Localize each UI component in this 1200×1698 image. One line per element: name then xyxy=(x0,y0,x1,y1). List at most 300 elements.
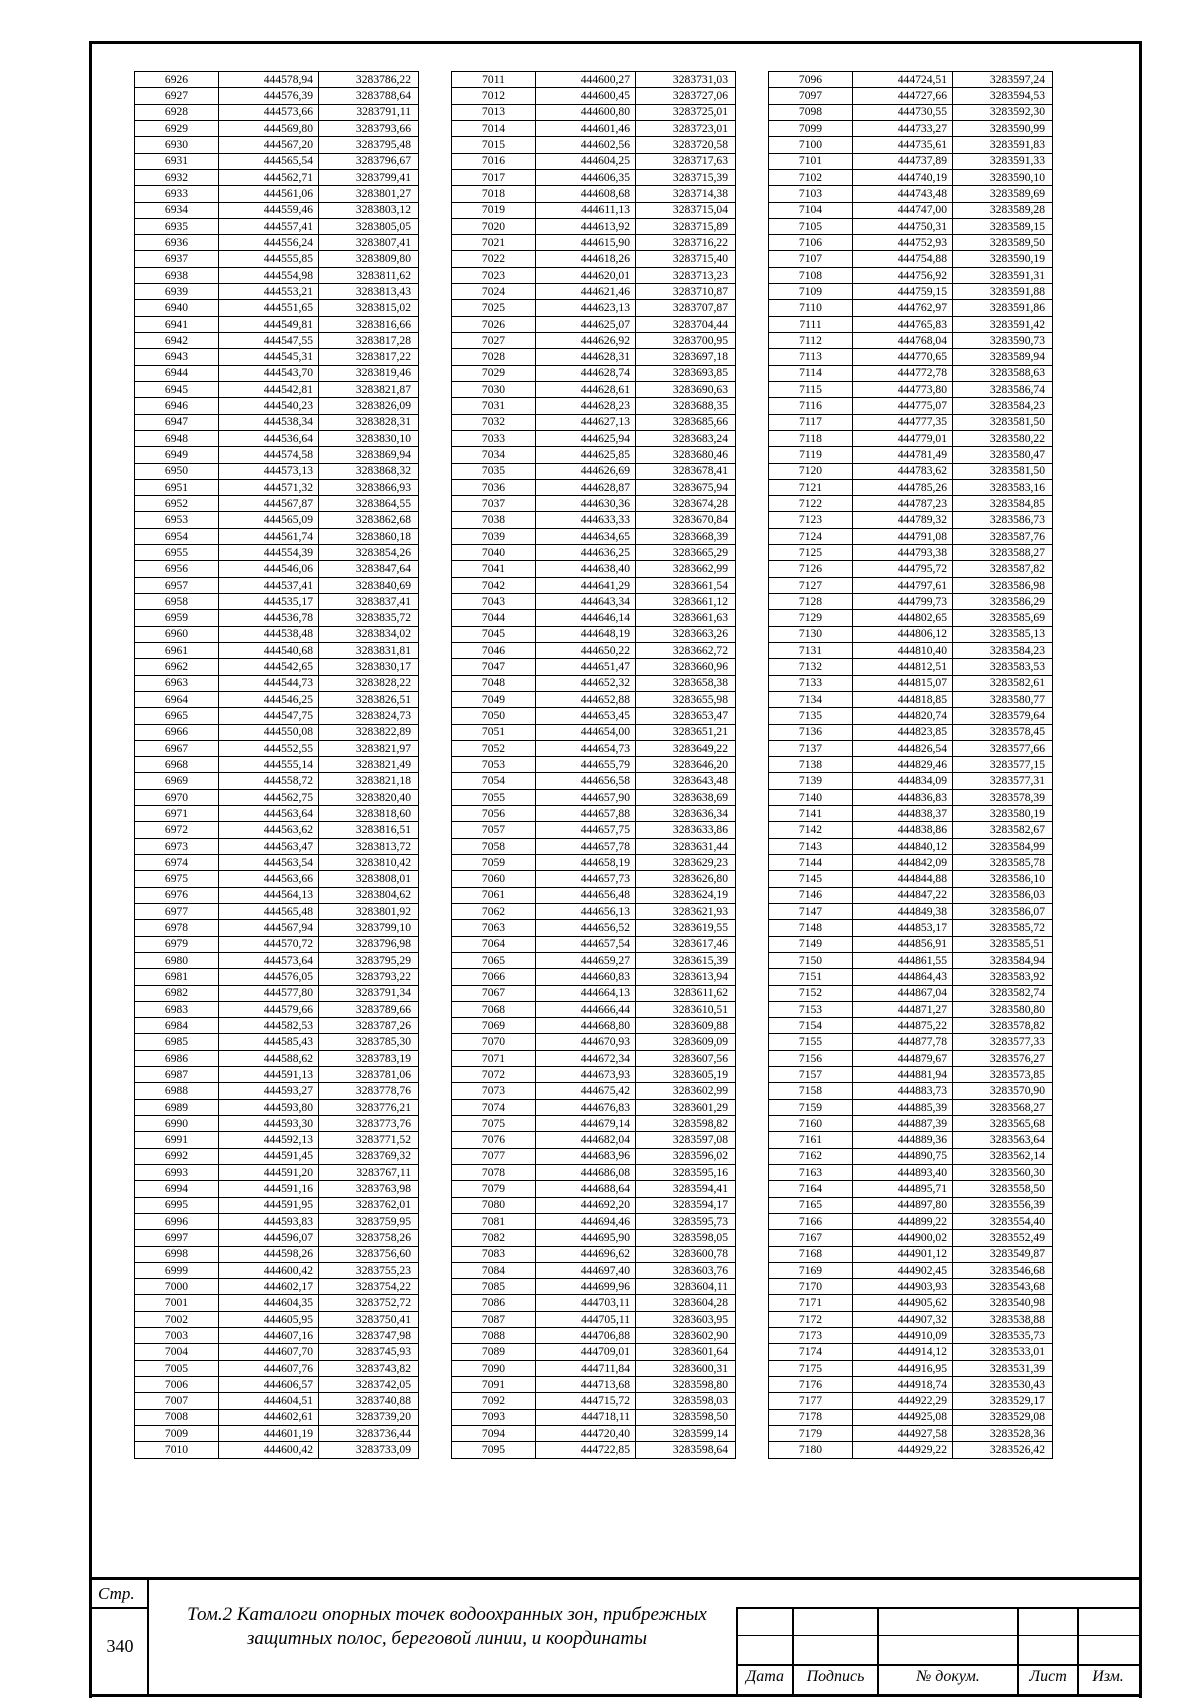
x-coordinate: 444847,22 xyxy=(853,887,953,903)
x-coordinate: 444545,31 xyxy=(219,349,319,365)
table-row xyxy=(452,414,736,430)
y-coordinate: 3283600,78 xyxy=(636,1246,736,1262)
point-number: 7074 xyxy=(452,1099,536,1115)
point-number: 6939 xyxy=(135,284,219,300)
y-coordinate: 3283585,51 xyxy=(953,936,1053,952)
y-coordinate: 3283674,28 xyxy=(636,496,736,512)
table-row xyxy=(769,675,1053,691)
point-number: 7099 xyxy=(769,120,853,136)
point-number: 7004 xyxy=(135,1344,219,1360)
point-number: 7078 xyxy=(452,1164,536,1180)
x-coordinate: 444591,45 xyxy=(219,1148,319,1164)
x-coordinate: 444783,62 xyxy=(853,463,953,479)
y-coordinate: 3283586,10 xyxy=(953,871,1053,887)
point-number: 7175 xyxy=(769,1360,853,1376)
point-number: 7081 xyxy=(452,1213,536,1229)
x-coordinate: 444627,13 xyxy=(536,414,636,430)
x-coordinate: 444871,27 xyxy=(853,1001,953,1017)
y-coordinate: 3283799,41 xyxy=(319,169,419,185)
point-number: 7109 xyxy=(769,284,853,300)
point-number: 7047 xyxy=(452,659,536,675)
point-number: 7065 xyxy=(452,952,536,968)
document-title-line-1: Том.2 Каталоги опорных точек водоохранных зон, прибрежных xyxy=(187,1604,707,1625)
y-coordinate: 3283554,40 xyxy=(953,1213,1053,1229)
y-coordinate: 3283716,22 xyxy=(636,235,736,251)
document-title-line-2: защитных полос, береговой линии, и координаты xyxy=(246,1628,647,1649)
table-row xyxy=(135,1018,419,1034)
y-coordinate: 3283837,41 xyxy=(319,594,419,610)
point-number: 6949 xyxy=(135,447,219,463)
x-coordinate: 444600,45 xyxy=(536,88,636,104)
x-coordinate: 444795,72 xyxy=(853,561,953,577)
y-coordinate: 3283535,73 xyxy=(953,1328,1053,1344)
table-row xyxy=(769,577,1053,593)
y-coordinate: 3283577,31 xyxy=(953,773,1053,789)
table-row xyxy=(135,267,419,283)
y-coordinate: 3283588,27 xyxy=(953,545,1053,561)
table-row xyxy=(135,104,419,120)
point-number: 7035 xyxy=(452,463,536,479)
point-number: 7166 xyxy=(769,1213,853,1229)
y-coordinate: 3283700,95 xyxy=(636,333,736,349)
y-coordinate: 3283801,27 xyxy=(319,186,419,202)
point-number: 7116 xyxy=(769,398,853,414)
point-number: 7126 xyxy=(769,561,853,577)
sheet-column-label: Лист xyxy=(1029,1668,1067,1685)
point-number: 7129 xyxy=(769,610,853,626)
y-coordinate: 3283835,72 xyxy=(319,610,419,626)
point-number: 7127 xyxy=(769,577,853,593)
x-coordinate: 444785,26 xyxy=(853,479,953,495)
point-number: 7148 xyxy=(769,920,853,936)
y-coordinate: 3283598,50 xyxy=(636,1409,736,1425)
y-coordinate: 3283830,10 xyxy=(319,430,419,446)
table-row xyxy=(135,88,419,104)
x-coordinate: 444567,20 xyxy=(219,137,319,153)
x-coordinate: 444724,51 xyxy=(853,72,953,88)
coordinates-table-1 xyxy=(134,71,419,1459)
table-row xyxy=(452,1311,736,1327)
y-coordinate: 3283809,80 xyxy=(319,251,419,267)
x-coordinate: 444781,49 xyxy=(853,447,953,463)
point-number: 6993 xyxy=(135,1164,219,1180)
table-row xyxy=(769,936,1053,952)
table-row xyxy=(135,675,419,691)
y-coordinate: 3283605,19 xyxy=(636,1067,736,1083)
table-row xyxy=(135,235,419,251)
point-number: 7088 xyxy=(452,1328,536,1344)
y-coordinate: 3283715,39 xyxy=(636,169,736,185)
y-coordinate: 3283589,28 xyxy=(953,202,1053,218)
point-number: 6952 xyxy=(135,496,219,512)
point-number: 7018 xyxy=(452,186,536,202)
x-coordinate: 444536,78 xyxy=(219,610,319,626)
point-number: 7133 xyxy=(769,675,853,691)
y-coordinate: 3283573,85 xyxy=(953,1067,1053,1083)
table-row xyxy=(769,1018,1053,1034)
y-coordinate: 3283560,30 xyxy=(953,1164,1053,1180)
y-coordinate: 3283831,81 xyxy=(319,642,419,658)
point-number: 7023 xyxy=(452,267,536,283)
y-coordinate: 3283868,32 xyxy=(319,463,419,479)
point-number: 7071 xyxy=(452,1050,536,1066)
y-coordinate: 3283589,50 xyxy=(953,235,1053,251)
table-row xyxy=(135,1377,419,1393)
table-row xyxy=(769,1148,1053,1164)
point-number: 6937 xyxy=(135,251,219,267)
table-row xyxy=(135,789,419,805)
x-coordinate: 444910,09 xyxy=(853,1328,953,1344)
table-row xyxy=(769,594,1053,610)
x-coordinate: 444552,55 xyxy=(219,740,319,756)
table-row xyxy=(769,691,1053,707)
x-coordinate: 444600,27 xyxy=(536,72,636,88)
x-coordinate: 444591,95 xyxy=(219,1197,319,1213)
y-coordinate: 3283725,01 xyxy=(636,104,736,120)
x-coordinate: 444604,25 xyxy=(536,153,636,169)
x-coordinate: 444875,22 xyxy=(853,1018,953,1034)
point-number: 7042 xyxy=(452,577,536,593)
x-coordinate: 444675,42 xyxy=(536,1083,636,1099)
point-number: 7178 xyxy=(769,1409,853,1425)
y-coordinate: 3283795,29 xyxy=(319,952,419,968)
y-coordinate: 3283828,22 xyxy=(319,675,419,691)
y-coordinate: 3283589,94 xyxy=(953,349,1053,365)
table-row xyxy=(452,887,736,903)
point-number: 7142 xyxy=(769,822,853,838)
y-coordinate: 3283591,83 xyxy=(953,137,1053,153)
x-coordinate: 444591,13 xyxy=(219,1067,319,1083)
y-coordinate: 3283646,20 xyxy=(636,757,736,773)
y-coordinate: 3283793,22 xyxy=(319,969,419,985)
table-row xyxy=(452,104,736,120)
y-coordinate: 3283607,56 xyxy=(636,1050,736,1066)
y-coordinate: 3283781,06 xyxy=(319,1067,419,1083)
y-coordinate: 3283815,02 xyxy=(319,300,419,316)
y-coordinate: 3283762,01 xyxy=(319,1197,419,1213)
table-row xyxy=(135,202,419,218)
y-coordinate: 3283801,92 xyxy=(319,903,419,919)
point-number: 7007 xyxy=(135,1393,219,1409)
x-coordinate: 444626,92 xyxy=(536,333,636,349)
point-number: 7150 xyxy=(769,952,853,968)
y-coordinate: 3283752,72 xyxy=(319,1295,419,1311)
x-coordinate: 444540,68 xyxy=(219,642,319,658)
x-coordinate: 444563,64 xyxy=(219,806,319,822)
table-row xyxy=(769,1295,1053,1311)
x-coordinate: 444569,80 xyxy=(219,120,319,136)
x-coordinate: 444593,80 xyxy=(219,1099,319,1115)
point-number: 7044 xyxy=(452,610,536,626)
point-number: 6945 xyxy=(135,381,219,397)
point-number: 7177 xyxy=(769,1393,853,1409)
x-coordinate: 444730,55 xyxy=(853,104,953,120)
table-row xyxy=(135,1262,419,1278)
table-row xyxy=(452,512,736,528)
point-number: 7140 xyxy=(769,789,853,805)
table-row xyxy=(135,1295,419,1311)
y-coordinate: 3283778,76 xyxy=(319,1083,419,1099)
point-number: 7046 xyxy=(452,642,536,658)
x-coordinate: 444773,80 xyxy=(853,381,953,397)
table-row xyxy=(135,936,419,952)
x-coordinate: 444789,32 xyxy=(853,512,953,528)
x-coordinate: 444582,53 xyxy=(219,1018,319,1034)
y-coordinate: 3283847,64 xyxy=(319,561,419,577)
x-coordinate: 444608,68 xyxy=(536,186,636,202)
y-coordinate: 3283662,99 xyxy=(636,561,736,577)
x-coordinate: 444899,22 xyxy=(853,1213,953,1229)
y-coordinate: 3283602,99 xyxy=(636,1083,736,1099)
y-coordinate: 3283675,94 xyxy=(636,479,736,495)
y-coordinate: 3283819,46 xyxy=(319,365,419,381)
y-coordinate: 3283807,41 xyxy=(319,235,419,251)
table-row xyxy=(135,333,419,349)
point-number: 6934 xyxy=(135,202,219,218)
point-number: 7021 xyxy=(452,235,536,251)
x-coordinate: 444593,83 xyxy=(219,1213,319,1229)
x-coordinate: 444713,68 xyxy=(536,1377,636,1393)
x-coordinate: 444666,44 xyxy=(536,1001,636,1017)
x-coordinate: 444718,11 xyxy=(536,1409,636,1425)
point-number: 6987 xyxy=(135,1067,219,1083)
point-number: 7085 xyxy=(452,1279,536,1295)
table-row xyxy=(769,218,1053,234)
point-number: 6983 xyxy=(135,1001,219,1017)
y-coordinate: 3283723,01 xyxy=(636,120,736,136)
table-row xyxy=(769,1311,1053,1327)
y-coordinate: 3283621,93 xyxy=(636,903,736,919)
point-number: 6940 xyxy=(135,300,219,316)
point-number: 7128 xyxy=(769,594,853,610)
y-coordinate: 3283813,43 xyxy=(319,284,419,300)
y-coordinate: 3283591,86 xyxy=(953,300,1053,316)
y-coordinate: 3283570,90 xyxy=(953,1083,1053,1099)
x-coordinate: 444842,09 xyxy=(853,855,953,871)
y-coordinate: 3283826,09 xyxy=(319,398,419,414)
point-number: 7106 xyxy=(769,235,853,251)
table-row xyxy=(769,1409,1053,1425)
y-coordinate: 3283864,55 xyxy=(319,496,419,512)
x-coordinate: 444602,61 xyxy=(219,1409,319,1425)
table-row xyxy=(452,610,736,626)
table-row xyxy=(452,675,736,691)
y-coordinate: 3283678,41 xyxy=(636,463,736,479)
y-coordinate: 3283767,11 xyxy=(319,1164,419,1180)
x-coordinate: 444652,88 xyxy=(536,691,636,707)
table-row xyxy=(452,594,736,610)
x-coordinate: 444596,07 xyxy=(219,1230,319,1246)
y-coordinate: 3283579,64 xyxy=(953,708,1053,724)
table-row xyxy=(135,496,419,512)
title-block xyxy=(89,1577,1142,1697)
y-coordinate: 3283585,13 xyxy=(953,626,1053,642)
x-coordinate: 444547,75 xyxy=(219,708,319,724)
point-number: 7083 xyxy=(452,1246,536,1262)
change-column-label: Изм. xyxy=(1092,1668,1124,1685)
x-coordinate: 444907,32 xyxy=(853,1311,953,1327)
y-coordinate: 3283528,36 xyxy=(953,1425,1053,1441)
table-row xyxy=(769,1442,1053,1458)
table-row xyxy=(769,561,1053,577)
point-number: 7080 xyxy=(452,1197,536,1213)
point-number: 7152 xyxy=(769,985,853,1001)
point-number: 6955 xyxy=(135,545,219,561)
y-coordinate: 3283707,87 xyxy=(636,300,736,316)
point-number: 7112 xyxy=(769,333,853,349)
point-number: 7174 xyxy=(769,1344,853,1360)
y-coordinate: 3283793,66 xyxy=(319,120,419,136)
y-coordinate: 3283822,89 xyxy=(319,724,419,740)
coordinates-table-2 xyxy=(451,71,736,1459)
point-number: 6931 xyxy=(135,153,219,169)
table-row xyxy=(452,1197,736,1213)
x-coordinate: 444641,29 xyxy=(536,577,636,593)
x-coordinate: 444563,62 xyxy=(219,822,319,838)
x-coordinate: 444567,87 xyxy=(219,496,319,512)
x-coordinate: 444549,81 xyxy=(219,316,319,332)
x-coordinate: 444657,90 xyxy=(536,789,636,805)
x-coordinate: 444571,32 xyxy=(219,479,319,495)
point-number: 6996 xyxy=(135,1213,219,1229)
point-number: 7077 xyxy=(452,1148,536,1164)
x-coordinate: 444747,00 xyxy=(853,202,953,218)
x-coordinate: 444561,74 xyxy=(219,528,319,544)
x-coordinate: 444658,19 xyxy=(536,855,636,871)
x-coordinate: 444621,46 xyxy=(536,284,636,300)
y-coordinate: 3283580,22 xyxy=(953,430,1053,446)
x-coordinate: 444554,39 xyxy=(219,545,319,561)
point-number: 7028 xyxy=(452,349,536,365)
x-coordinate: 444709,01 xyxy=(536,1344,636,1360)
point-number: 6980 xyxy=(135,952,219,968)
x-coordinate: 444670,93 xyxy=(536,1034,636,1050)
table-row xyxy=(135,1230,419,1246)
y-coordinate: 3283529,08 xyxy=(953,1409,1053,1425)
point-number: 7101 xyxy=(769,153,853,169)
y-coordinate: 3283680,46 xyxy=(636,447,736,463)
y-coordinate: 3283609,88 xyxy=(636,1018,736,1034)
table-row xyxy=(452,88,736,104)
point-number: 7001 xyxy=(135,1295,219,1311)
point-number: 7138 xyxy=(769,757,853,773)
table-row xyxy=(769,806,1053,822)
x-coordinate: 444657,54 xyxy=(536,936,636,952)
table-row xyxy=(452,708,736,724)
table-row xyxy=(452,1328,736,1344)
x-coordinate: 444625,85 xyxy=(536,447,636,463)
y-coordinate: 3283638,69 xyxy=(636,789,736,805)
point-number: 7067 xyxy=(452,985,536,1001)
table-row xyxy=(769,349,1053,365)
x-coordinate: 444840,12 xyxy=(853,838,953,854)
point-number: 7012 xyxy=(452,88,536,104)
x-coordinate: 444563,54 xyxy=(219,855,319,871)
y-coordinate: 3283590,73 xyxy=(953,333,1053,349)
table-row xyxy=(135,316,419,332)
x-coordinate: 444838,86 xyxy=(853,822,953,838)
x-coordinate: 444683,96 xyxy=(536,1148,636,1164)
table-row xyxy=(452,120,736,136)
x-coordinate: 444618,26 xyxy=(536,251,636,267)
x-coordinate: 444598,26 xyxy=(219,1246,319,1262)
table-row xyxy=(769,479,1053,495)
point-number: 7034 xyxy=(452,447,536,463)
x-coordinate: 444664,13 xyxy=(536,985,636,1001)
table-row xyxy=(452,740,736,756)
point-number: 6950 xyxy=(135,463,219,479)
y-coordinate: 3283586,07 xyxy=(953,903,1053,919)
point-number: 7121 xyxy=(769,479,853,495)
table-row xyxy=(452,1246,736,1262)
y-coordinate: 3283817,22 xyxy=(319,349,419,365)
y-coordinate: 3283631,44 xyxy=(636,838,736,854)
x-coordinate: 444656,58 xyxy=(536,773,636,789)
point-number: 6957 xyxy=(135,577,219,593)
point-number: 6951 xyxy=(135,479,219,495)
x-coordinate: 444593,30 xyxy=(219,1116,319,1132)
table-row xyxy=(769,757,1053,773)
table-row xyxy=(452,235,736,251)
point-number: 7156 xyxy=(769,1050,853,1066)
table-row xyxy=(135,398,419,414)
x-coordinate: 444636,25 xyxy=(536,545,636,561)
x-coordinate: 444793,38 xyxy=(853,545,953,561)
point-number: 7141 xyxy=(769,806,853,822)
table-row xyxy=(769,1328,1053,1344)
point-number: 7135 xyxy=(769,708,853,724)
table-row xyxy=(452,186,736,202)
x-coordinate: 444567,94 xyxy=(219,920,319,936)
x-coordinate: 444546,06 xyxy=(219,561,319,577)
point-number: 6999 xyxy=(135,1262,219,1278)
point-number: 7115 xyxy=(769,381,853,397)
point-number: 7172 xyxy=(769,1311,853,1327)
x-coordinate: 444620,01 xyxy=(536,267,636,283)
table-row xyxy=(135,1181,419,1197)
y-coordinate: 3283636,34 xyxy=(636,806,736,822)
y-coordinate: 3283649,22 xyxy=(636,740,736,756)
table-row xyxy=(135,577,419,593)
y-coordinate: 3283834,02 xyxy=(319,626,419,642)
y-coordinate: 3283552,49 xyxy=(953,1230,1053,1246)
point-number: 7137 xyxy=(769,740,853,756)
table-row xyxy=(135,1360,419,1376)
point-number: 7072 xyxy=(452,1067,536,1083)
y-coordinate: 3283750,41 xyxy=(319,1311,419,1327)
y-coordinate: 3283587,76 xyxy=(953,528,1053,544)
point-number: 7107 xyxy=(769,251,853,267)
y-coordinate: 3283601,29 xyxy=(636,1099,736,1115)
y-coordinate: 3283785,30 xyxy=(319,1034,419,1050)
x-coordinate: 444553,21 xyxy=(219,284,319,300)
y-coordinate: 3283813,72 xyxy=(319,838,419,854)
table-row xyxy=(452,169,736,185)
y-coordinate: 3283602,90 xyxy=(636,1328,736,1344)
table-row xyxy=(135,903,419,919)
x-coordinate: 444652,32 xyxy=(536,675,636,691)
x-coordinate: 444797,61 xyxy=(853,577,953,593)
x-coordinate: 444737,89 xyxy=(853,153,953,169)
table-row xyxy=(452,365,736,381)
x-coordinate: 444607,16 xyxy=(219,1328,319,1344)
x-coordinate: 444861,55 xyxy=(853,952,953,968)
point-number: 7118 xyxy=(769,430,853,446)
table-row xyxy=(452,72,736,88)
y-coordinate: 3283589,15 xyxy=(953,218,1053,234)
table-row xyxy=(769,545,1053,561)
point-number: 7060 xyxy=(452,871,536,887)
